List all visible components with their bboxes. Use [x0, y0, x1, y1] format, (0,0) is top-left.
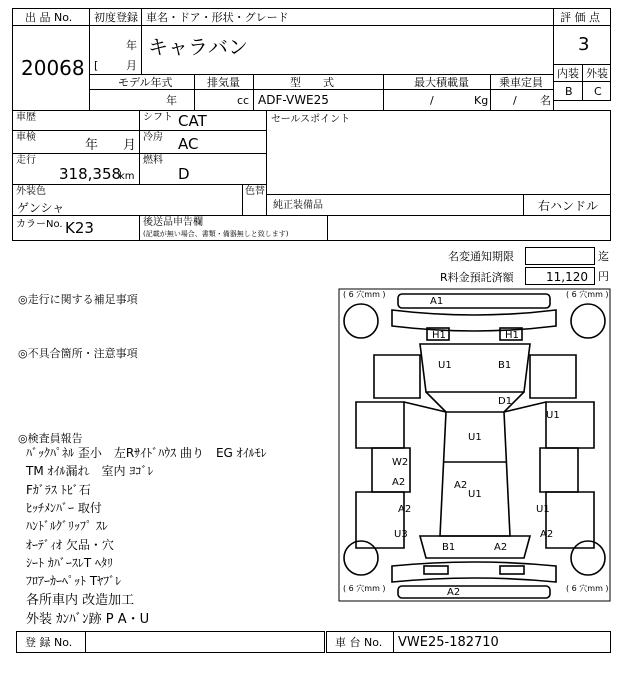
shift-cell [139, 110, 267, 131]
exterior-label-cell [582, 64, 611, 82]
inspection-label: 車検 [16, 132, 36, 143]
report-line: 各所車内 改造加工 [26, 593, 135, 608]
lot-number-label-cell [12, 8, 90, 26]
report-line: Fｶﾞﾗｽ ﾄﾋﾞ石 [26, 483, 91, 497]
driving-notes-title: ◎走行に関する補足事項 [18, 293, 138, 306]
damage-mark: U3 [394, 529, 408, 540]
damage-mark: U1 [468, 489, 482, 500]
inspection-cell [12, 130, 140, 154]
later-items-label: 後送品申告欄 [143, 217, 203, 228]
score-label: 評 価 点 [560, 11, 600, 24]
color-no-cell [12, 215, 140, 241]
report-line: 外装 ｶﾝﾊﾞﾝ跡 P A・U [26, 612, 150, 627]
model-year-unit: 年 [166, 94, 177, 107]
mileage-value: 318,358 [59, 165, 122, 183]
damage-mark: A2 [392, 477, 406, 488]
ac-label: 冷房 [143, 132, 163, 143]
reg-no-label-cell [16, 631, 86, 653]
mileage-unit: km [119, 171, 135, 182]
first-reg-year-unit: 年 [126, 39, 137, 52]
recycle-fee-box [525, 267, 595, 285]
steering-value: 右ハンドル [538, 199, 599, 213]
color-no-value: K23 [65, 219, 94, 237]
capacity-cell [490, 89, 554, 111]
interior-label-cell [553, 64, 583, 82]
later-items-value-cell [327, 215, 611, 241]
lot-number-cell [12, 25, 90, 111]
ext-color-value: ゲンシャ [17, 201, 65, 215]
interior-grade: B [565, 85, 573, 98]
fuel-cell [139, 153, 267, 185]
damage-mark: A2 [454, 480, 468, 491]
model-type-value: ADF-VWE25 [258, 93, 329, 107]
displacement-label-cell [194, 74, 254, 90]
history-label: 車歴 [16, 112, 36, 123]
type-cell [253, 89, 384, 111]
exterior-label: 外装 [586, 67, 608, 80]
first-registration-label: 初度登録 [94, 11, 138, 24]
car-name: キャラバン [148, 35, 248, 59]
report-line: ｼｰﾄ ｶﾊﾞｰｽﾚT ﾍﾀﾘ [26, 556, 113, 570]
ext-color-label: 外装色 [16, 186, 46, 197]
lot-number-label: 出 品 No. [25, 11, 73, 24]
fuel-label: 燃料 [143, 155, 163, 166]
reg-no-label: 登 録 No. [25, 636, 73, 649]
damage-mark: U1 [546, 410, 560, 421]
car-name-cell [141, 25, 554, 75]
name-change-notice-unit: 迄 [598, 250, 609, 263]
max-load-slash: / [430, 94, 434, 107]
later-items-note: (記載が無い場合、書類・備器無しと致します) [143, 230, 289, 238]
report-line: ｵｰﾃﾞｨｵ 欠品・穴 [26, 538, 114, 552]
chassis-label-cell [326, 631, 394, 653]
exterior-grade: C [594, 85, 602, 98]
displacement-cell [194, 89, 254, 111]
model-year-label: モデル年式 [118, 76, 173, 89]
sales-point-label: セールスポイント [271, 114, 351, 125]
recycle-fee-label: R料金預託済額 [440, 271, 514, 284]
displacement-label: 排気量 [207, 76, 240, 89]
shift-label: シフト [143, 112, 173, 123]
damage-mark: A1 [430, 296, 444, 307]
person-unit: 名 [540, 94, 551, 107]
lot-number: 20068 [21, 56, 85, 80]
hole-label-rear-left: ( 6 穴mm ) [343, 584, 386, 593]
capacity-label: 乗車定員 [499, 76, 543, 89]
model-year-label-cell [89, 74, 195, 90]
ac-value: AC [178, 135, 199, 153]
damage-mark: A2 [540, 529, 554, 540]
chassis-value-cell [393, 631, 611, 653]
later-items-cell [139, 215, 328, 241]
report-line: TM ｵｲﾙ漏れ 室内 ﾖｺﾞﾚ [26, 464, 154, 478]
history-cell [12, 110, 140, 131]
report-line: ﾌﾛｱｰｶｰﾍﾟｯﾄ Tﾔﾌﾞﾚ [26, 574, 122, 588]
cc-unit: cc [237, 94, 250, 107]
damage-mark: H1 [505, 330, 519, 341]
mileage-label: 走行 [16, 155, 36, 166]
damage-mark: A2 [398, 504, 412, 515]
recycle-fee-value: 11,120 [546, 270, 588, 284]
capacity-label-cell [490, 74, 554, 90]
type-label-cell [253, 74, 384, 90]
car-name-label-cell [141, 8, 554, 26]
type-label: 型 式 [290, 76, 334, 89]
damage-mark: W2 [392, 457, 409, 468]
color-change-label: 色替 [245, 186, 265, 197]
recycle-fee-unit: 円 [598, 270, 609, 283]
max-load-cell [383, 89, 491, 111]
interior-grade-cell [553, 81, 583, 101]
sales-point-cell [266, 110, 611, 195]
hole-label-front-right: ( 6 穴mm ) [566, 290, 609, 299]
first-reg-bracket: [ [94, 59, 99, 72]
damage-marks [392, 296, 560, 598]
color-no-label: カラーNo. [16, 219, 63, 230]
car-name-label: 車名・ドア・形状・グレード [146, 11, 289, 24]
name-change-notice-box [525, 247, 595, 265]
report-line: ﾋｯﾁﾒﾝﾊﾞｰ 取付 [26, 501, 102, 515]
damage-mark: B1 [442, 542, 456, 553]
hole-label-front-left: ( 6 穴mm ) [343, 290, 386, 299]
score-value: 3 [578, 34, 590, 55]
damage-mark: B1 [498, 360, 512, 371]
ac-cell [139, 130, 267, 154]
damage-mark: H1 [432, 330, 446, 341]
chassis-no-label: 車 台 No. [335, 636, 383, 649]
report-line: ﾊﾞｯｸﾊﾟﾈﾙ 歪小 左Rｻｲﾄﾞﾊｳｽ 曲り EG ｵｲﾙﾓﾚ [26, 446, 267, 460]
first-reg-label-cell [89, 8, 142, 26]
max-load-label-cell [383, 74, 491, 90]
model-year-cell [89, 89, 195, 111]
score-cell [553, 25, 611, 65]
damage-mark: U1 [438, 360, 452, 371]
kg-unit: Kg [474, 94, 489, 107]
interior-label: 内装 [557, 67, 579, 80]
genuine-cell [266, 194, 524, 216]
shift-value: CAT [178, 112, 207, 130]
capacity-slash: / [513, 94, 517, 107]
max-load-label: 最大積載量 [414, 76, 469, 89]
reg-no-value-cell [85, 631, 325, 653]
name-change-notice-label: 名変通知期限 [448, 250, 514, 263]
hole-label-rear-right: ( 6 穴mm ) [566, 584, 609, 593]
vehicle-damage-diagram [338, 288, 611, 602]
ext-color-cell [12, 184, 243, 216]
first-reg-cell [89, 25, 142, 75]
inspection-month-unit: 月 [123, 138, 137, 153]
score-label-cell [553, 8, 611, 26]
chassis-no-value: VWE25-182710 [398, 635, 499, 650]
color-change-cell [242, 184, 267, 216]
genuine-equipment-label: 純正装備品 [273, 200, 323, 211]
inspection-year-unit: 年 [85, 138, 99, 153]
damage-mark: D1 [498, 396, 513, 407]
damage-mark: U1 [536, 504, 550, 515]
exterior-grade-cell [582, 81, 611, 101]
report-line: ﾊﾝﾄﾞﾙｸﾞﾘｯﾌﾟ ｽﾚ [26, 519, 108, 533]
damage-mark: U1 [468, 432, 482, 443]
damage-mark: A2 [447, 587, 461, 598]
steering-cell [523, 194, 611, 216]
first-reg-month-unit: 月 [126, 59, 137, 72]
mileage-cell [12, 153, 140, 185]
defect-notes-title: ◎不具合箇所・注意事項 [18, 347, 138, 360]
damage-mark: A2 [494, 542, 508, 553]
inspector-report-title: ◎検査員報告 [18, 432, 83, 445]
fuel-value: D [178, 165, 190, 183]
